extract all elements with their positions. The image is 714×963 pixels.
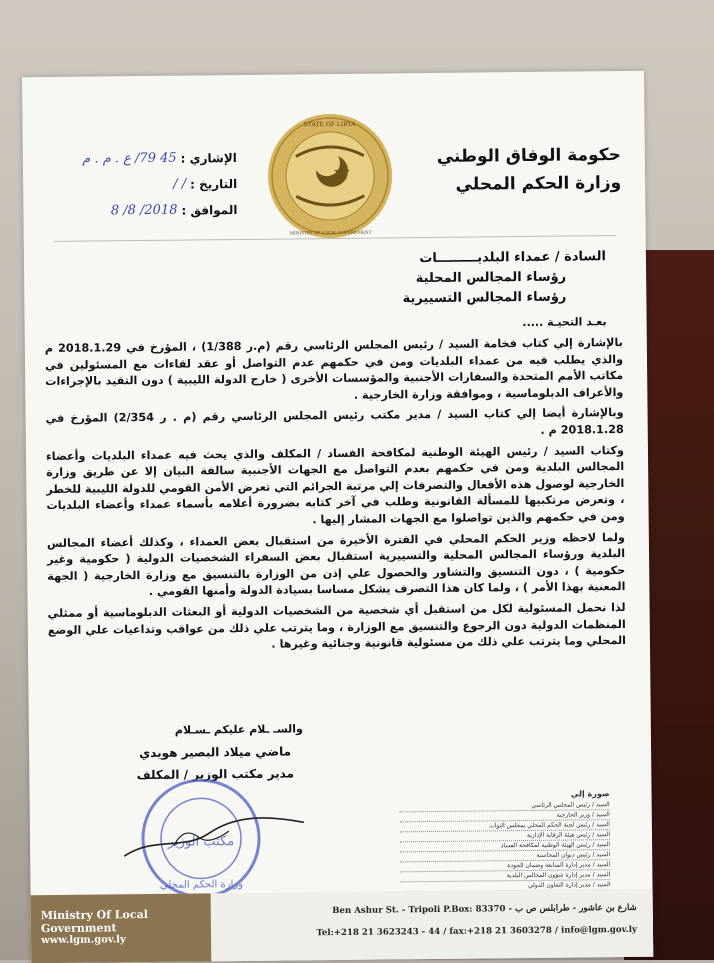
libya-emblem-icon [265,111,394,240]
corresponding-value: 2018/ 8/ 8 [110,202,178,219]
body-paragraph: وكتاب السيد / رئيس الهيئة الوطنية لمكافحة الفساد / المكلف والذي يحث فيه عمداء البلديات وأعضاء المجالس البلدية ومن في حكمهم بعدم التواصل مع الجهات الأجنبية سالفة البيان إلا عن طريق وزارة الخارجية لوصول هذه الأفعال والتصرفات إلي مرتبة الجرائم التي تعرض الأمن القومي للدولة الليبية للخطر ، وتعرض مرتكبيها للمسألة القانونية وطلب في آخر كتابه بضرورة أعلامه بأسماء عمداء وأعضاء البلديات ومن في حكمهم والذين تواصلوا مع الجهات المشار إليها . [45,443,625,527]
emblem-top-text: STATE OF LIBYA [303,120,356,129]
ref-value: 45 79/ ع . م . م [82,150,177,167]
body-paragraph: ولما لاحظه وزير الحكم المحلي في الفترة الأخيرة من استقبال بعض العمداء ، وكذلك أعضاء المجالس البلدية ورؤساء المجالس المحلية والتسييرية استقبال بعض السفراء الشخصيات الدولية ( حكومية وغير حكومية ) ، دون التنسيق والتشاور والحصول علي إذن من الوزارة بالتنسيق مع وزارة الخارجية ( الجهة المعنية بهذا الأمر ) ، ولما كان هذا التصرف يشكل مساسا بسيادة الدولة وأمنها القومي . [46,530,626,599]
cc-line: السيد / رئيس لجنة الحكم المحلي بمجلس النواب [400,820,610,832]
cc-line: السيد / رئيس المجلس الرئاسي [400,800,610,812]
footer-website: www.lgm.gov.ly [41,934,126,947]
cc-line: السيد / رئيس الهيئة الوطنية لمكافحة الفساد [400,840,610,852]
letterhead-title [391,141,622,199]
cc-line: السيد / مدير إدارة المتابعة وضمان الجودة [400,860,610,872]
reference-block [57,145,238,225]
addressee-line: رؤساء المجالس المحلية [415,269,567,287]
greeting: بعـد التحيـة ..... [522,315,607,330]
ministry-name: وزارة الحكم المحلي [455,172,622,195]
footer-contact: Tel:+218 21 3623243 - 44 / fax:+218 21 3603278 / info@lgm.gov.ly [316,924,638,939]
government-name: حكومة الوفاق الوطني [436,144,621,167]
cc-line: السيد / مدير إدارة التعاون الدولي [400,880,610,892]
letter-footer [31,889,654,963]
addressee-line: السادة / عمداء البلديـــــــــات [419,249,607,267]
cc-title: صورة إلي [570,789,610,799]
stamp-center-text: مكتب الوزير [167,834,235,850]
copies-to-list [400,789,611,902]
cc-line: السيد / رئيس ديوان المحاسبة [400,850,610,862]
emblem-bottom-text: MINISTRY OF LOCAL GOVERNMENT [289,229,372,236]
ref-label: الإشاري : [180,151,237,166]
body-paragraph: وبالإشارة أيضا إلي كتاب السيد / مدير مكتب رئيس المجلس الرئاسي رقم (م . ر 2/354) المؤرخ في 2018.1.28 م . [45,406,624,437]
letter-body [45,335,626,660]
addressees [206,247,607,311]
stamp-ring-text: وزارة الحكم المحلي [159,878,244,891]
footer-ministry-name: Ministry Of Local Government [40,907,148,936]
cc-line: السيد / رئيس هيئة الرقابة الإدارية [400,830,610,842]
body-paragraph: بالإشارة إلي كتاب فخامة السيد / رئيس المجلس الرئاسي رقم (م.ر 1/388) ، المؤرخ في 2018.1.29 م والذي يطلب فيه من عمداء البلديات ومن في حكمهم عدم التواصل أو عقد لقاءات مع المسئولين في مكاتب الأمم المتحدة والسفارات الأجنبية والمؤسسات الأخرى ( خارج الدولة الليبية ) دون التقيد بالإجراءات والأعراف الدبلوماسية ، وموافقة وزارة الخارجية . [44,335,624,402]
footer-brand-block [31,893,212,963]
signatory-title: مدير مكتب الوزير / المكلف [136,766,295,783]
signatory-name: ماضي ميلاد البصير هويدي [139,744,292,761]
corresponding-label: الموافق : [181,203,238,218]
letter-page [22,71,653,963]
addressee-line: رؤساء المجالس التسييرية [402,289,567,307]
cc-line: السيد / وزير الخارجية [400,810,610,822]
footer-address: Ben Ashur St. - Tripoli P.Box: 83370 - شارع بن عاشور - طرابلس ص ب [332,902,637,917]
closing-salutation: والسـ ـلام عليكم ـسـلام [174,722,303,737]
date-value: / / [173,176,187,192]
handwritten-signature-icon [114,804,315,866]
cc-line: السيد / مدير إدارة شؤون المجالس البلدية [400,870,610,882]
date-label: التاريخ : [190,177,238,192]
body-paragraph: لذا نحمل المسئولية لكل من استقبل أي شخصية من الشخصيات الدولية أو البعثات الدبلوماسية أو ممثلي المنظمات الدولية دون الرجوع والتنسيق مع الوزارة ، وما يترتب علي ذلك من عواقب وتداعيات علي الوضع المحلي وما يترتب علي ذلك من مسئولية قانونية وجنائية وغيرها . [47,600,627,651]
